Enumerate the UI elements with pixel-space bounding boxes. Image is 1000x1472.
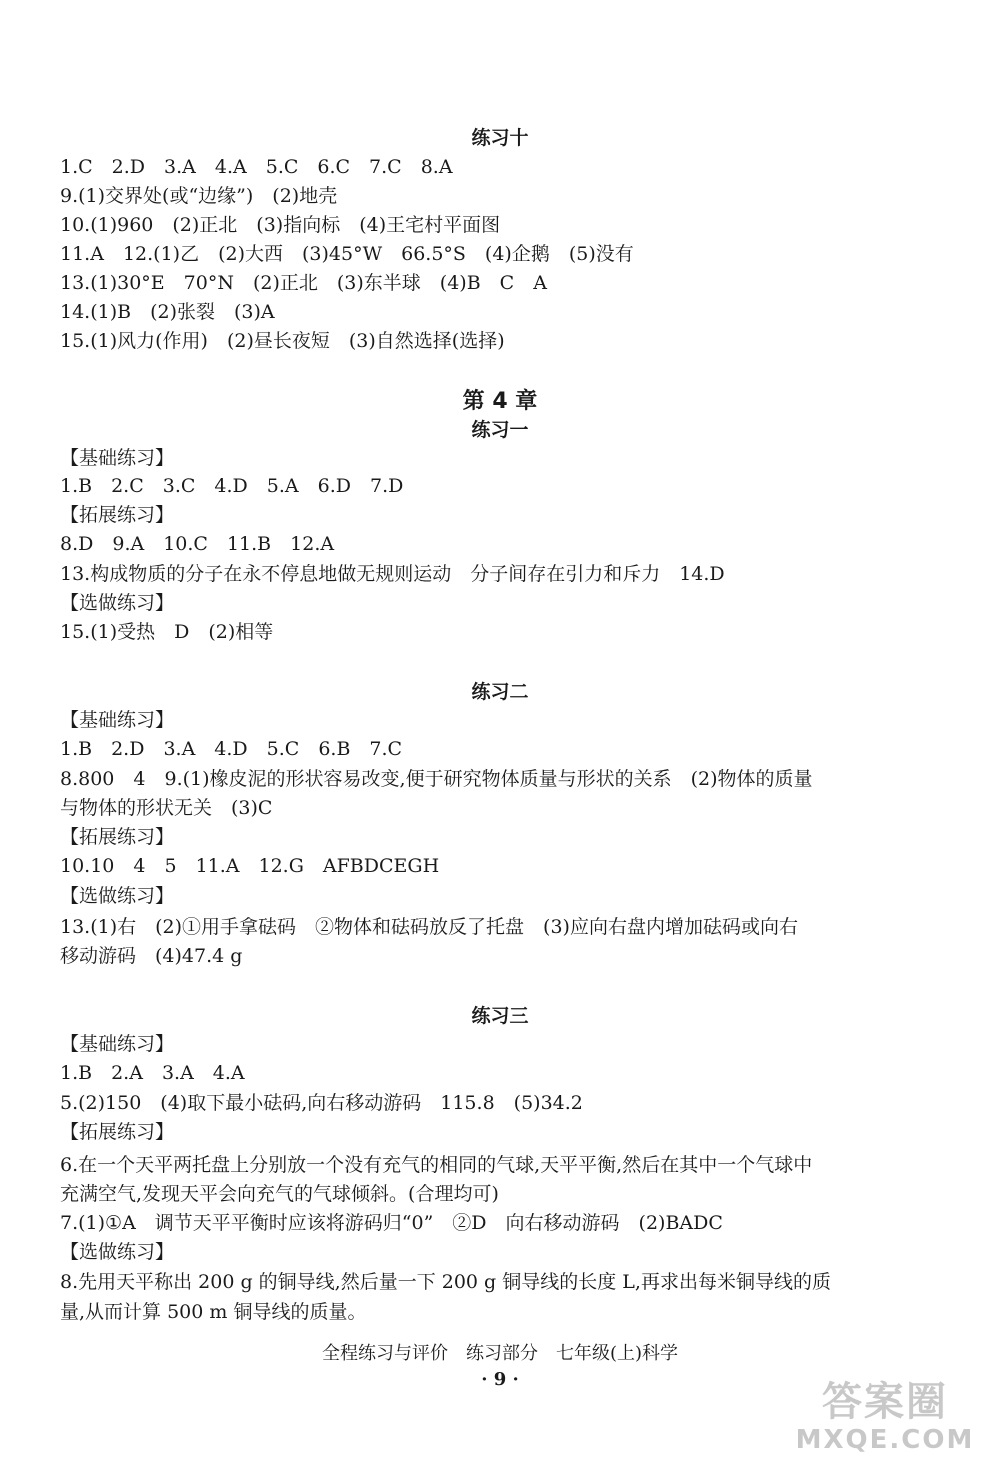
section-title-exercise-3: 练习三 — [471, 1005, 529, 1027]
answer-line: 量,从而计算 500 m 铜导线的质量。 — [60, 1301, 367, 1323]
subsection-label: 【拓展练习】 — [60, 504, 175, 526]
subsection-label: 【基础练习】 — [60, 709, 175, 731]
answer-line: 1.B 2.A 3.A 4.A — [60, 1062, 245, 1084]
subsection-label: 【选做练习】 — [60, 592, 175, 614]
subsection-label: 【拓展练习】 — [60, 826, 175, 848]
answer-line: 8.D 9.A 10.C 11.B 12.A — [60, 533, 335, 555]
answer-line: 1.B 2.C 3.C 4.D 5.A 6.D 7.D — [60, 475, 404, 497]
answer-line: 11.A 12.(1)乙 (2)大西 (3)45°W 66.5°S (4)企鹅 (5)没有 — [60, 243, 634, 265]
watermark-logo — [790, 1369, 980, 1464]
answer-line: 8.800 4 9.(1)橡皮泥的形状容易改变,便于研究物体质量与形状的关系 (2)物体的质量 — [60, 768, 813, 790]
subsection-label: 【基础练习】 — [60, 447, 175, 469]
answer-line: 13.(1)30°E 70°N (2)正北 (3)东半球 (4)B C A — [60, 272, 547, 294]
answer-line: 与物体的形状无关 (3)C — [60, 797, 273, 819]
subsection-label: 【选做练习】 — [60, 1241, 175, 1263]
answer-line: 10.10 4 5 11.A 12.G AFBDCEGH — [60, 855, 440, 877]
chapter-title: 第 4 章 — [462, 389, 538, 414]
footer-book-title: 全程练习与评价 练习部分 七年级(上)科学 — [321, 1343, 679, 1364]
answer-line: 移动游码 (4)47.4 g — [60, 945, 243, 967]
answer-line: 9.(1)交界处(或“边缘”) (2)地壳 — [60, 185, 338, 207]
answer-line: 1.B 2.D 3.A 4.D 5.C 6.B 7.C — [60, 738, 403, 760]
answer-line: 1.C 2.D 3.A 4.A 5.C 6.C 7.C 8.A — [60, 156, 453, 178]
answer-line: 10.(1)960 (2)正北 (3)指向标 (4)王宅村平面图 — [60, 214, 501, 236]
watermark-url-text: MXQE.COM — [795, 1424, 975, 1455]
answer-line: 7.(1)①A 调节天平平衡时应该将游码归“0” ②D 向右移动游码 (2)BADC — [60, 1212, 723, 1234]
section-title-exercise-10: 练习十 — [471, 127, 529, 149]
answer-line: 15.(1)受热 D (2)相等 — [60, 621, 274, 643]
answer-line: 6.在一个天平两托盘上分别放一个没有充气的相同的气球,天平平衡,然后在其中一个气球中 — [60, 1154, 813, 1176]
section-title-exercise-2: 练习二 — [471, 681, 529, 703]
page-number: · 9 · — [481, 1369, 519, 1390]
answer-line: 充满空气,发现天平会向充气的气球倾斜。(合理均可) — [60, 1183, 499, 1205]
answer-line: 14.(1)B (2)张裂 (3)A — [60, 301, 275, 323]
watermark-logo-text: 答案圈 — [822, 1378, 948, 1425]
subsection-label: 【拓展练习】 — [60, 1121, 175, 1143]
answer-line: 13.(1)右 (2)①用手拿砝码 ②物体和砝码放反了托盘 (3)应向右盘内增加砝码或向右 — [60, 916, 798, 938]
subsection-label: 【选做练习】 — [60, 885, 175, 907]
answer-line: 8.先用天平称出 200 g 的铜导线,然后量一下 200 g 铜导线的长度 L,再求出每米铜导线的质 — [60, 1271, 831, 1293]
answer-line: 5.(2)150 (4)取下最小砝码,向右移动游码 115.8 (5)34.2 — [60, 1092, 583, 1114]
answer-line: 15.(1)风力(作用) (2)昼长夜短 (3)自然选择(选择) — [60, 330, 505, 352]
section-title-exercise-1: 练习一 — [471, 419, 529, 441]
answer-line: 13.构成物质的分子在永不停息地做无规则运动 分子间存在引力和斥力 14.D — [60, 563, 725, 585]
subsection-label: 【基础练习】 — [60, 1033, 175, 1055]
